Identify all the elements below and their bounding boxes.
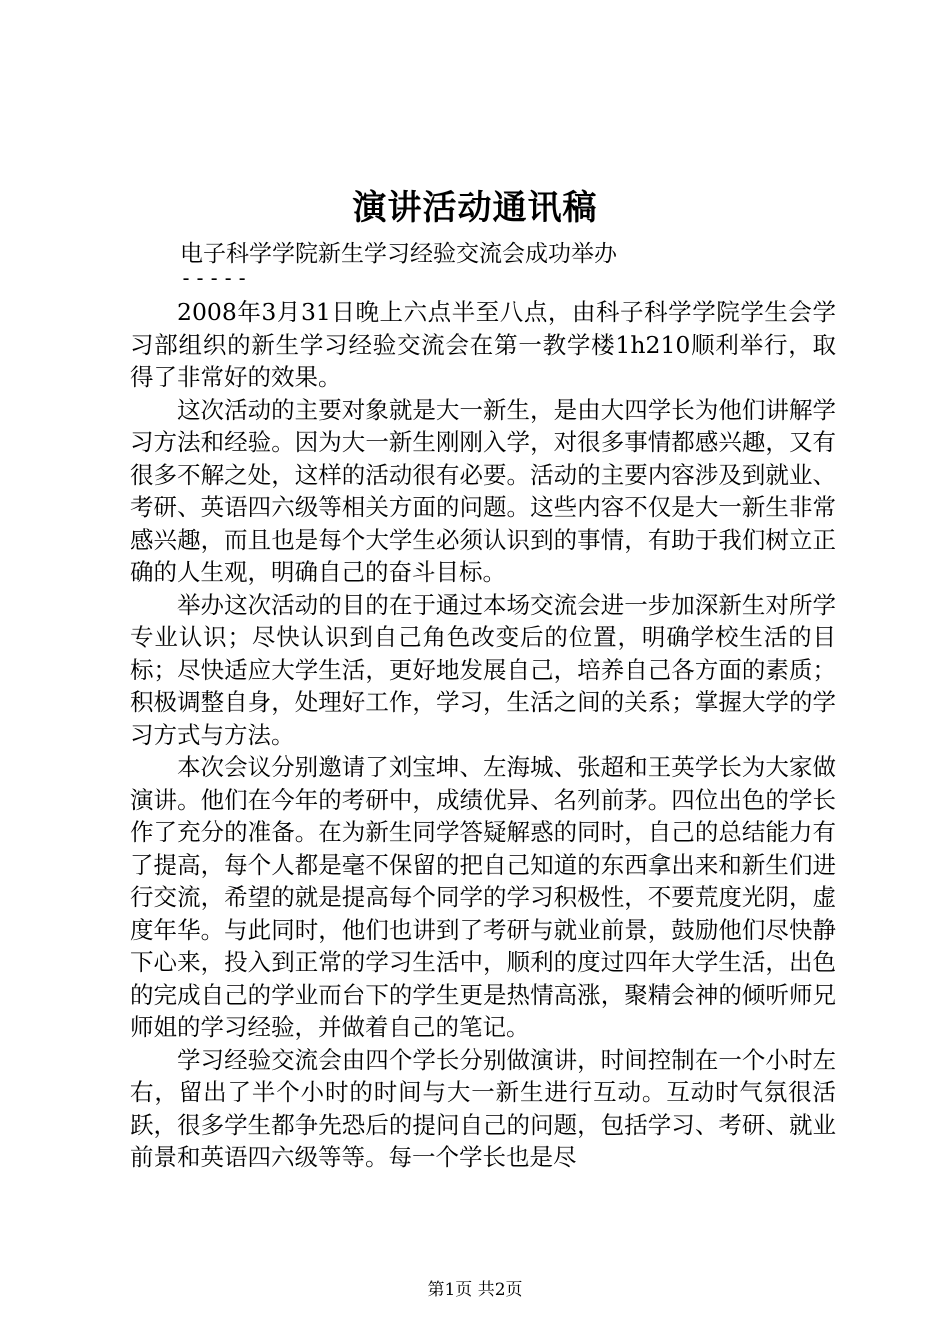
document-body	[130, 296, 836, 1174]
subtitle-dashes: -----	[180, 266, 251, 290]
paragraph-1: 2008年3月31日晚上六点半至八点，由科子科学学院学生会学习部组织的新生学习经验交流会在第一教学楼1h210顺利举行，取得了非常好的效果。	[130, 298, 836, 391]
paragraph-2: 这次活动的主要对象就是大一新生，是由大四学长为他们讲解学习方法和经验。因为大一新生刚刚入学，对很多事情都感兴趣，又有很多不解之处，这样的活动很有必要。活动的主要内容涉及到就业、考研、英语四六级等相关方面的问题。这些内容不仅是大一新生非常感兴趣，而且也是每个大学生必须认识到的事情，有助于我们树立正确的人生观，明确自己的奋斗目标。	[130, 395, 836, 586]
paragraph-3: 举办这次活动的目的在于通过本场交流会进一步加深新生对所学专业认识；尽快认识到自己角色改变后的位置，明确学校生活的目标；尽快适应大学生活，更好地发展自己，培养自己各方面的素质；积极调整自身，处理好工作，学习，生活之间的关系；掌握大学的学习方式与方法。	[130, 590, 836, 749]
document-subtitle: 电子科学学院新生学习经验交流会成功举办	[180, 241, 617, 267]
page-number-footer: 第1页 共2页	[427, 1280, 523, 1300]
paragraph-5: 学习经验交流会由四个学长分别做演讲，时间控制在一个小时左右，留出了半个小时的时间与大一新生进行互动。互动时气氛很活跃，很多学生都争先恐后的提问自己的问题，包括学习、考研、就业前景和英语四六级等等。每一个学长也是尽	[130, 1045, 836, 1171]
document-title: 演讲活动通讯稿	[352, 188, 598, 228]
paragraph-4: 本次会议分别邀请了刘宝坤、左海城、张超和王英学长为大家做演讲。他们在今年的考研中，成绩优异、名列前茅。四位出色的学长作了充分的准备。在为新生同学答疑解惑的同时，自己的总结能力有了提高，每个人都是毫不保留的把自己知道的东西拿出来和新生们进行交流，希望的就是提高每个同学的学习积极性，不要荒度光阴，虚度年华。与此同时，他们也讲到了考研与就业前景，鼓励他们尽快静下心来，投入到正常的学习生活中，顺利的度过四年大学生活，出色的完成自己的学业而台下的学生更是热情高涨，聚精会神的倾听师兄师姐的学习经验，并做着自己的笔记。	[130, 753, 836, 1041]
